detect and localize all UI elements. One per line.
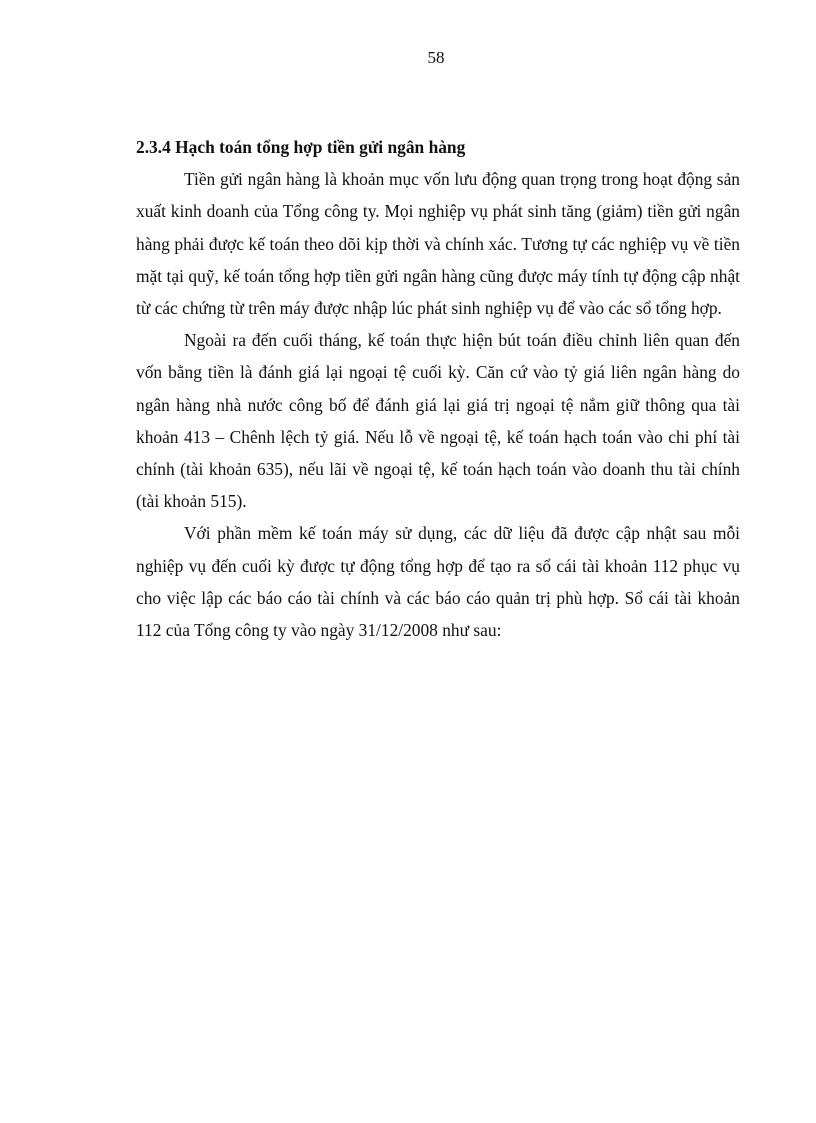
section-heading: 2.3.4 Hạch toán tổng hợp tiền gửi ngân hàng — [136, 137, 466, 157]
page-number: 58 — [427, 48, 445, 67]
paragraph: Tiền gửi ngân hàng là khoản mục vốn lưu động quan trọng trong hoạt động sản xuất kinh doanh của Tổng công ty. Mọi nghiệp vụ phát sinh tăng (giảm) tiền gửi ngân hàng phải được kế toán theo dõi kịp thời và chính xác. Tương tự các nghiệp vụ về tiền mặt tại quỹ, kế toán tổng hợp tiền gửi ngân hàng cũng được máy tính tự động cập nhật từ các chứng từ trên máy được nhập lúc phát sinh nghiệp vụ để vào các sổ tổng hợp. — [136, 169, 740, 319]
page-body — [136, 131, 740, 646]
paragraph: Ngoài ra đến cuối tháng, kế toán thực hiện bút toán điều chỉnh liên quan đến vốn bằng tiền là đánh giá lại ngoại tệ cuối kỳ. Căn cứ vào tỷ giá liên ngân hàng do ngân hàng nhà nước công bố để đánh giá lại giá trị ngoại tệ nắm giữ thông qua tài khoản 413 – Chênh lệch tỷ giá. Nếu lỗ về ngoại tệ, kế toán hạch toán vào chi phí tài chính (tài khoản 635), nếu lãi về ngoại tệ, kế toán hạch toán vào doanh thu tài chính (tài khoản 515). — [136, 330, 740, 512]
paragraph: Với phần mềm kế toán máy sử dụng, các dữ liệu đã được cập nhật sau mỗi nghiệp vụ đến cuối kỳ được tự động tổng hợp để tạo ra sổ cái tài khoản 112 phục vụ cho việc lập các báo cáo tài chính và các báo cáo quản trị phù hợp. Sổ cái tài khoản 112 của Tổng công ty vào ngày 31/12/2008 như sau: — [136, 523, 740, 641]
